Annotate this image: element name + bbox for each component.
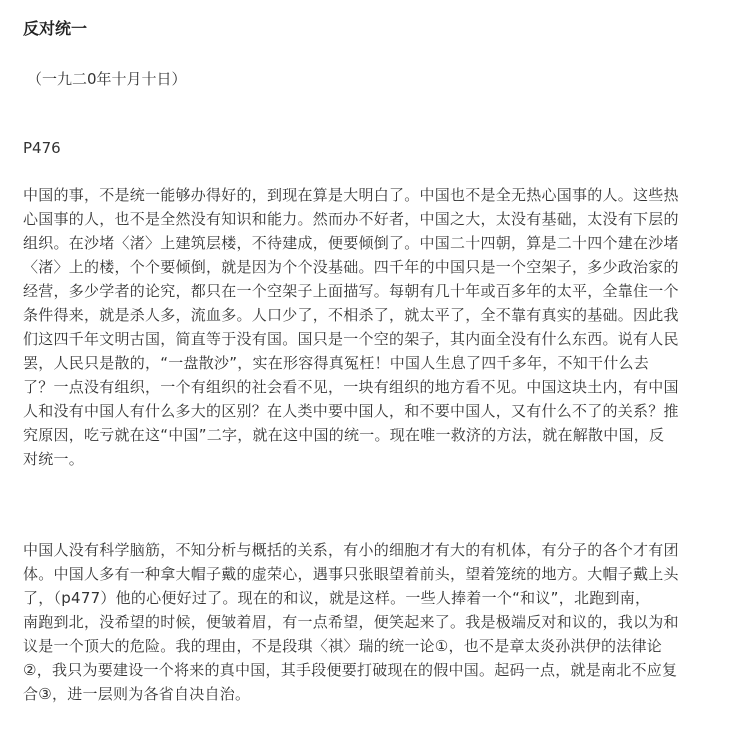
paragraph-line: 南跑到北，没希望的时候，便皱着眉，有一点希望，便笑起来了。我是极端反对和议的，我以为和 [23,613,679,631]
paragraph-2 [23,538,721,706]
paragraph-line: 条件得来，就是杀人多，流血多。人口少了，不相杀了，就太平了，全不靠有真实的基础。因此我 [23,306,679,324]
article-title: 反对统一 [23,19,88,38]
paragraph-line: 们这四千年文明古国，简直等于没有国。国只是一个空的架子，其内面全没有什么东西。说有人民 [23,330,679,348]
paragraph-line: 对统一。 [23,450,85,468]
paragraph-line: 人和没有中国人有什么多大的区别？在人类中要中国人，和不要中国人，又有什么不了的关系？推 [23,402,679,420]
article-date: （一九二0年十月十日） [27,70,187,88]
paragraph-line: 议是一个顶大的危险。我的理由，不是段琪〈祺〉瑞的统一论①，也不是章太炎孙洪伊的法律论 [23,637,662,655]
paragraph-line: 心国事的人，也不是全然没有知识和能力。然而办不好者，中国之大，太没有基础，太没有下层的 [23,210,679,228]
paragraph-line: 中国人没有科学脑筋，不知分析与概括的关系，有小的细胞才有大的有机体，有分子的各个才有团 [23,541,679,559]
paragraph-1 [23,183,721,471]
paragraph-line: 合③，进一层则为各省自决自治。 [23,685,251,703]
paragraph-line: ②，我只为要建设一个将来的真中国，其手段便要打破现在的假中国。起码一点，就是南北不应复 [23,661,678,679]
paragraph-line: 了，（p477）他的心便好过了。现在的和议，就是这样。一些人捧着一个“和议”，北跑到南， [23,589,651,607]
paragraph-line: 组织。在沙堵〈渚〉上建筑层楼，不待建成，便要倾倒了。中国二十四朝，算是二十四个建在沙堵 [23,234,679,252]
paragraph-line: 体。中国人多有一种拿大帽子戴的虚荣心，遇事只张眼望着前头，望着笼统的地方。大帽子戴上头 [23,565,679,583]
paragraph-line: 究原因，吃亏就在这“中国”二字，就在这中国的统一。现在唯一救济的方法，就在解散中国，反 [23,426,665,444]
paragraph-line: 了？一点没有组织，一个有组织的社会看不见，一块有组织的地方看不见。中国这块土内，有中国 [23,378,679,396]
paragraph-line: 经营，多少学者的论究，都只在一个空架子上面描写。每朝有几十年或百多年的太平，全靠住一个 [23,282,679,300]
paragraph-line: 〈渚〉上的楼，个个要倾倒，就是因为个个没基础。四千年的中国只是一个空架子，多少政治家的 [23,258,679,276]
paragraph-line: 罢，人民只是散的，“一盘散沙”，实在形容得真冤枉！中国人生息了四千多年，不知干什么去 [23,354,650,372]
paragraph-line: 中国的事，不是统一能够办得好的，到现在算是大明白了。中国也不是全无热心国事的人。这些热 [23,186,679,204]
page-reference: P476 [23,139,61,157]
